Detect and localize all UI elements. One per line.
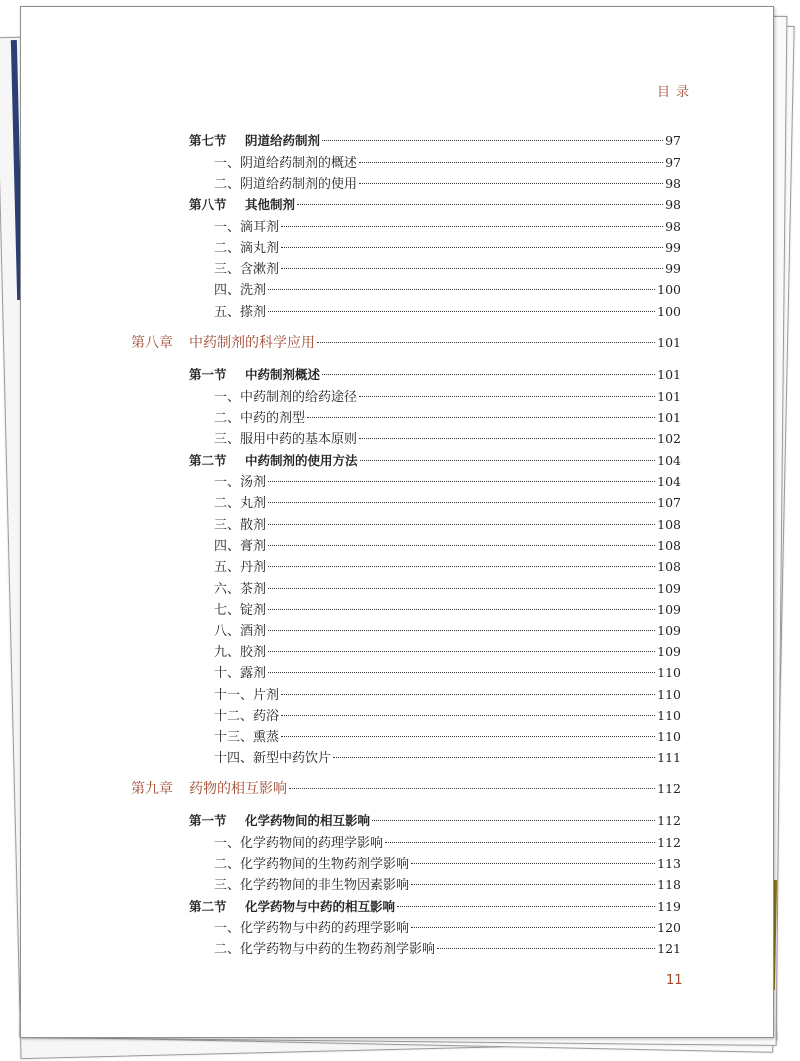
toc-title	[214, 260, 279, 280]
dot-leader	[268, 288, 655, 290]
toc-title	[131, 779, 287, 799]
toc-title	[189, 451, 358, 471]
toc-section-entry[interactable]	[189, 131, 681, 151]
toc-title-text: 化学药物间的相互影响	[245, 813, 371, 828]
toc-title-text: 二、中药的剂型	[214, 411, 306, 426]
toc-title	[214, 154, 357, 174]
toc-page-number: 97	[665, 155, 681, 170]
dot-leader	[385, 841, 655, 843]
toc-item-entry[interactable]	[214, 579, 681, 599]
toc-title-text: 十三、熏蒸	[214, 730, 280, 745]
toc-number: 第二节	[189, 453, 227, 468]
toc-page-number: 112	[657, 813, 681, 828]
toc-title	[214, 409, 305, 429]
toc-title-text: 五、丹剂	[214, 560, 267, 575]
toc-item-entry[interactable]	[214, 302, 681, 322]
dot-leader	[281, 246, 663, 248]
dot-leader	[268, 671, 655, 673]
toc-title	[214, 218, 279, 238]
toc-page-number: 113	[657, 856, 681, 871]
toc-title	[214, 516, 266, 536]
dot-leader	[281, 225, 663, 227]
toc-title	[214, 473, 266, 493]
toc-item-entry[interactable]	[214, 939, 681, 959]
toc-page-number: 108	[657, 559, 681, 574]
toc-item-entry[interactable]	[214, 600, 681, 620]
dot-leader	[281, 267, 663, 269]
toc-title	[189, 811, 370, 831]
toc-number: 第一节	[189, 813, 227, 828]
toc-page-number: 112	[657, 835, 681, 850]
toc-item-entry[interactable]	[214, 280, 681, 300]
toc-page-number: 108	[657, 517, 681, 532]
toc-title-text: 中药制剂概述	[245, 367, 321, 382]
toc-page-number: 102	[657, 431, 681, 446]
toc-title-text: 其他制剂	[245, 197, 296, 212]
toc-page-number: 120	[657, 920, 681, 935]
toc-title-text: 一、中药制剂的给药途径	[214, 390, 358, 405]
toc-page-number: 119	[657, 899, 681, 914]
toc-item-entry[interactable]	[214, 557, 681, 577]
table-of-contents	[21, 7, 773, 1037]
toc-item-entry[interactable]	[214, 685, 681, 705]
toc-title	[189, 365, 320, 385]
dot-leader	[359, 161, 663, 163]
dot-leader	[268, 587, 655, 589]
dot-leader	[268, 629, 655, 631]
dot-leader	[268, 565, 655, 567]
toc-title-text: 一、化学药物间的药理学影响	[214, 836, 384, 851]
dot-leader	[411, 862, 655, 864]
toc-title-text: 二、滴丸剂	[214, 241, 280, 256]
dot-leader	[281, 735, 655, 737]
dot-leader	[411, 883, 655, 885]
toc-page-number: 98	[665, 197, 681, 212]
toc-title	[214, 664, 266, 684]
dot-leader	[268, 480, 655, 482]
toc-page-number: 104	[657, 453, 681, 468]
toc-item-entry[interactable]	[214, 536, 681, 556]
toc-title	[214, 940, 435, 960]
toc-chapter-entry[interactable]	[131, 779, 681, 799]
toc-title-text: 二、化学药物与中药的生物药剂学影响	[214, 942, 436, 957]
toc-item-entry[interactable]	[214, 663, 681, 683]
dot-leader	[289, 787, 655, 789]
toc-title-text: 四、膏剂	[214, 539, 267, 554]
toc-section-entry[interactable]	[189, 195, 681, 215]
dot-leader	[307, 416, 655, 418]
dot-leader	[437, 947, 655, 949]
toc-title-text: 二、阴道给药制剂的使用	[214, 177, 358, 192]
toc-title	[214, 303, 266, 323]
toc-page-number: 110	[657, 687, 681, 702]
toc-page-number: 100	[657, 282, 681, 297]
toc-page-number: 101	[657, 389, 681, 404]
toc-number: 第七节	[189, 133, 227, 148]
toc-item-entry[interactable]	[214, 238, 681, 258]
toc-page-number: 109	[657, 602, 681, 617]
dot-leader	[268, 544, 655, 546]
toc-title	[189, 195, 295, 215]
toc-page-number: 109	[657, 644, 681, 659]
toc-page-number: 118	[657, 877, 681, 892]
toc-title	[214, 749, 331, 769]
toc-title	[214, 686, 279, 706]
toc-item-entry[interactable]	[214, 642, 681, 662]
toc-item-entry[interactable]	[214, 472, 681, 492]
toc-title-text: 五、搽剂	[214, 305, 267, 320]
toc-title-text: 十一、片剂	[214, 688, 280, 703]
toc-item-entry[interactable]	[214, 875, 681, 895]
dot-leader	[322, 373, 655, 375]
toc-section-entry[interactable]	[189, 365, 681, 385]
toc-title	[214, 622, 266, 642]
toc-item-entry[interactable]	[214, 621, 681, 641]
dot-leader	[268, 608, 655, 610]
toc-title	[214, 728, 279, 748]
toc-title	[214, 919, 409, 939]
toc-title-text: 一、滴耳剂	[214, 220, 280, 235]
toc-page-number: 110	[657, 665, 681, 680]
toc-title-text: 十四、新型中药饮片	[214, 751, 332, 766]
toc-title	[214, 580, 266, 600]
toc-title-text: 三、化学药物间的非生物因素影响	[214, 878, 410, 893]
toc-item-entry[interactable]	[214, 854, 681, 874]
toc-item-entry[interactable]	[214, 918, 681, 938]
toc-title-text: 一、化学药物与中药的药理学影响	[214, 921, 410, 936]
toc-page-number: 97	[665, 133, 681, 148]
toc-section-entry[interactable]	[189, 897, 681, 917]
toc-title-text: 三、含漱剂	[214, 262, 280, 277]
toc-item-entry[interactable]	[214, 153, 681, 173]
toc-number: 第九章	[131, 781, 173, 797]
toc-title-text: 一、阴道给药制剂的概述	[214, 156, 358, 171]
toc-page-number: 109	[657, 623, 681, 638]
toc-title-text: 二、丸剂	[214, 496, 267, 511]
toc-title-text: 化学药物与中药的相互影响	[245, 899, 396, 914]
toc-title	[214, 175, 357, 195]
toc-title	[189, 131, 320, 151]
toc-title	[214, 707, 279, 727]
toc-number: 第八章	[131, 335, 173, 351]
toc-item-entry[interactable]	[214, 493, 681, 513]
dot-leader	[281, 693, 655, 695]
toc-title-text: 九、胶剂	[214, 645, 267, 660]
dot-leader	[268, 310, 655, 312]
toc-item-entry[interactable]	[214, 408, 681, 428]
dot-leader	[359, 395, 655, 397]
toc-page-number: 99	[665, 240, 681, 255]
dot-leader	[359, 437, 655, 439]
dot-leader	[411, 926, 655, 928]
dot-leader	[360, 459, 656, 461]
toc-title-text: 药物的相互影响	[189, 781, 287, 797]
dot-leader	[317, 341, 655, 343]
toc-title-text: 中药制剂的科学应用	[189, 335, 315, 351]
toc-title-text: 中药制剂的使用方法	[245, 453, 358, 468]
toc-title	[214, 537, 266, 557]
toc-item-entry[interactable]	[214, 429, 681, 449]
toc-item-entry[interactable]	[214, 259, 681, 279]
toc-number: 第二节	[189, 899, 227, 914]
toc-title	[214, 239, 279, 259]
toc-title-text: 三、散剂	[214, 518, 267, 533]
page-number: 11	[666, 973, 683, 988]
toc-title-text: 二、化学药物间的生物药剂学影响	[214, 857, 410, 872]
toc-title-text: 八、酒剂	[214, 624, 267, 639]
toc-title	[214, 601, 266, 621]
toc-number: 第一节	[189, 367, 227, 382]
toc-page-number: 101	[657, 410, 681, 425]
toc-item-entry[interactable]	[214, 217, 681, 237]
toc-page-number: 101	[657, 335, 681, 350]
toc-item-entry[interactable]	[214, 727, 681, 747]
toc-title	[214, 855, 409, 875]
toc-title-text: 十、露剂	[214, 666, 267, 681]
toc-item-entry[interactable]	[214, 748, 681, 768]
toc-page-number: 121	[657, 941, 681, 956]
dot-leader	[397, 905, 655, 907]
dot-leader	[333, 756, 655, 758]
toc-title	[214, 834, 383, 854]
toc-chapter-entry[interactable]	[131, 333, 681, 353]
toc-title	[214, 643, 266, 663]
running-head: 目录	[657, 85, 696, 100]
dot-leader	[268, 650, 655, 652]
dot-leader	[268, 501, 655, 503]
toc-title	[214, 558, 266, 578]
toc-title	[131, 333, 315, 353]
toc-page-number: 112	[657, 781, 681, 796]
toc-page-number: 110	[657, 708, 681, 723]
dot-leader	[322, 139, 663, 141]
toc-page-number: 99	[665, 261, 681, 276]
toc-item-entry[interactable]	[214, 833, 681, 853]
toc-number: 第八节	[189, 197, 227, 212]
toc-page-number: 107	[657, 495, 681, 510]
document-page	[20, 6, 774, 1038]
toc-title-text: 四、洗剂	[214, 283, 267, 298]
toc-title-text: 一、汤剂	[214, 475, 267, 490]
toc-page-number: 101	[657, 367, 681, 382]
toc-title	[214, 388, 357, 408]
toc-title-text: 十二、药浴	[214, 709, 280, 724]
dot-leader	[268, 523, 655, 525]
toc-title-text: 三、服用中药的基本原则	[214, 432, 358, 447]
toc-page-number: 109	[657, 581, 681, 596]
toc-item-entry[interactable]	[214, 706, 681, 726]
toc-title-text: 六、茶剂	[214, 582, 267, 597]
dot-leader	[281, 714, 655, 716]
toc-section-entry[interactable]	[189, 811, 681, 831]
toc-title	[214, 430, 357, 450]
toc-page-number: 111	[657, 750, 681, 765]
toc-page-number: 98	[665, 219, 681, 234]
dot-leader	[372, 819, 655, 821]
toc-title	[214, 281, 266, 301]
toc-title-text: 七、锭剂	[214, 603, 267, 618]
toc-title	[214, 494, 266, 514]
dot-leader	[297, 203, 663, 205]
toc-item-entry[interactable]	[214, 174, 681, 194]
toc-title	[189, 897, 395, 917]
dot-leader	[359, 182, 663, 184]
toc-page-number: 110	[657, 729, 681, 744]
toc-title	[214, 876, 409, 896]
toc-section-entry[interactable]	[189, 451, 681, 471]
toc-item-entry[interactable]	[214, 515, 681, 535]
toc-page-number: 108	[657, 538, 681, 553]
toc-page-number: 104	[657, 474, 681, 489]
toc-page-number: 100	[657, 304, 681, 319]
toc-item-entry[interactable]	[214, 387, 681, 407]
toc-title-text: 阴道给药制剂	[245, 133, 321, 148]
toc-page-number: 98	[665, 176, 681, 191]
